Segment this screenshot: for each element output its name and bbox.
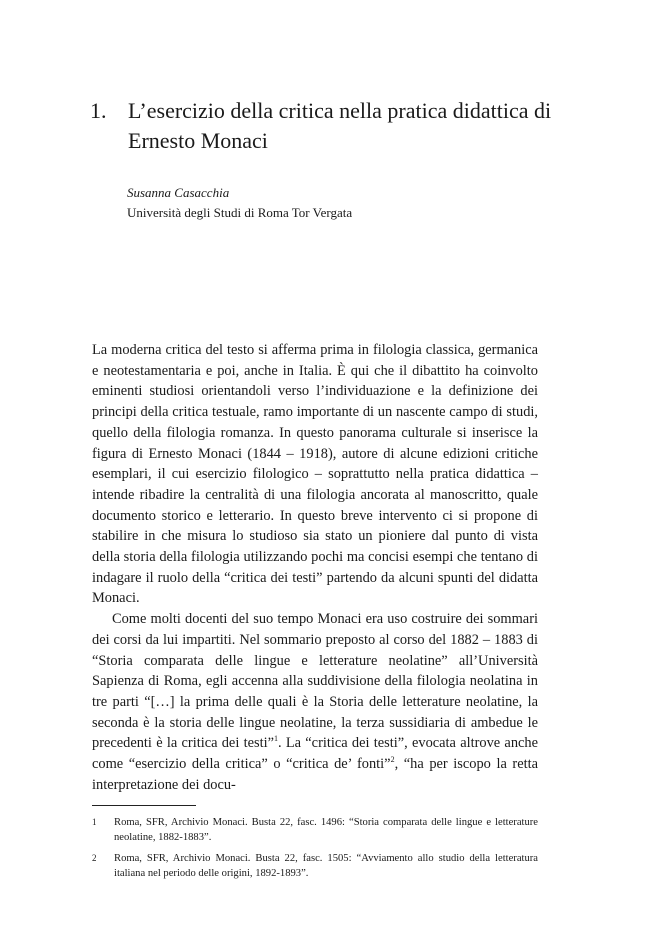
author-affiliation: Università degli Studi di Roma Tor Vergata: [127, 205, 353, 220]
chapter-number: 1.: [90, 98, 107, 123]
paragraph: La moderna critica del testo si afferma prima in filologia classica, germanica e neotestamentaria e poi, anche in Italia. È qui che il dibattito ha coinvolto eminenti studiosi orientandoli verso l’individuazione e la definizione dei principi della critica testuale, ramo importante di un nascente campo di studi, quello della filologia romanza. In questo panorama culturale si inserisce la figura di Ernesto Monaci (1844 – 1918), autore di alcune edizioni critiche esemplari, il cui esercizio filologico – soprattutto nella pratica didattica – intende ribadire la centralità di una filologia ancorata al manoscritto, quale documento storico e letterario. In questo breve intervento ci si propone di stabilire in che misura lo studioso sia stato un pioniere dal punto di vista della storia della filologia utilizzando pochi ma concisi esempi che tentano di indagare il ruolo della “critica dei testi” partendo da alcuni spunti del didatta Monaci.: [92, 342, 538, 607]
paragraph-text: Come molti docenti del suo tempo Monaci era uso costruire dei sommari dei corsi da lui impartiti. Nel sommario preposto al corso del 1882 – 1883 di “Storia comparata delle lingue e letterature neolatine” all’Università Sapienza di Roma, egli accenna alla suddivisione della filologia neolatina in tre parti “[…] la prima delle quali è la Storia delle letterature neolatine, la seconda è la storia delle lingue neolatine, la terza sussidiaria di ambedue le precedenti è la critica dei testi”: [92, 611, 538, 752]
footnote-number: 1: [92, 817, 97, 827]
footnote-text: Roma, SFR, Archivio Monaci. Busta 22, fasc. 1496: “Storia comparata delle lingue e letterature neolatine, 1882-1883”.: [114, 817, 538, 843]
footnote: [92, 815, 538, 845]
footnote-number: 2: [92, 853, 97, 863]
paragraph-text: . La “critica dei testi”, evocata altrove anche come “esercizio della critica” o “critica de’ fonti”: [92, 735, 538, 773]
chapter-title: [90, 96, 560, 156]
body-text: [92, 340, 538, 795]
paragraph-text: , “ha per iscopo la retta interpretazione dei docu-: [92, 756, 539, 793]
footnotes: [92, 815, 538, 887]
author-name: Susanna Casacchia: [127, 185, 230, 200]
footnote-ref[interactable]: 2: [390, 755, 395, 765]
footnote-ref[interactable]: 1: [273, 734, 278, 744]
paragraph: [92, 609, 538, 795]
footnote: [92, 851, 538, 881]
chapter-title-text: L’esercizio della critica nella pratica didattica di Ernesto Monaci: [128, 98, 552, 153]
footnote-separator: [92, 805, 196, 806]
footnote-text: Roma, SFR, Archivio Monaci. Busta 22, fasc. 1505: “Avviamento allo studio della letteratura italiana nel periodo delle origini, 1892-1893”.: [114, 853, 538, 879]
